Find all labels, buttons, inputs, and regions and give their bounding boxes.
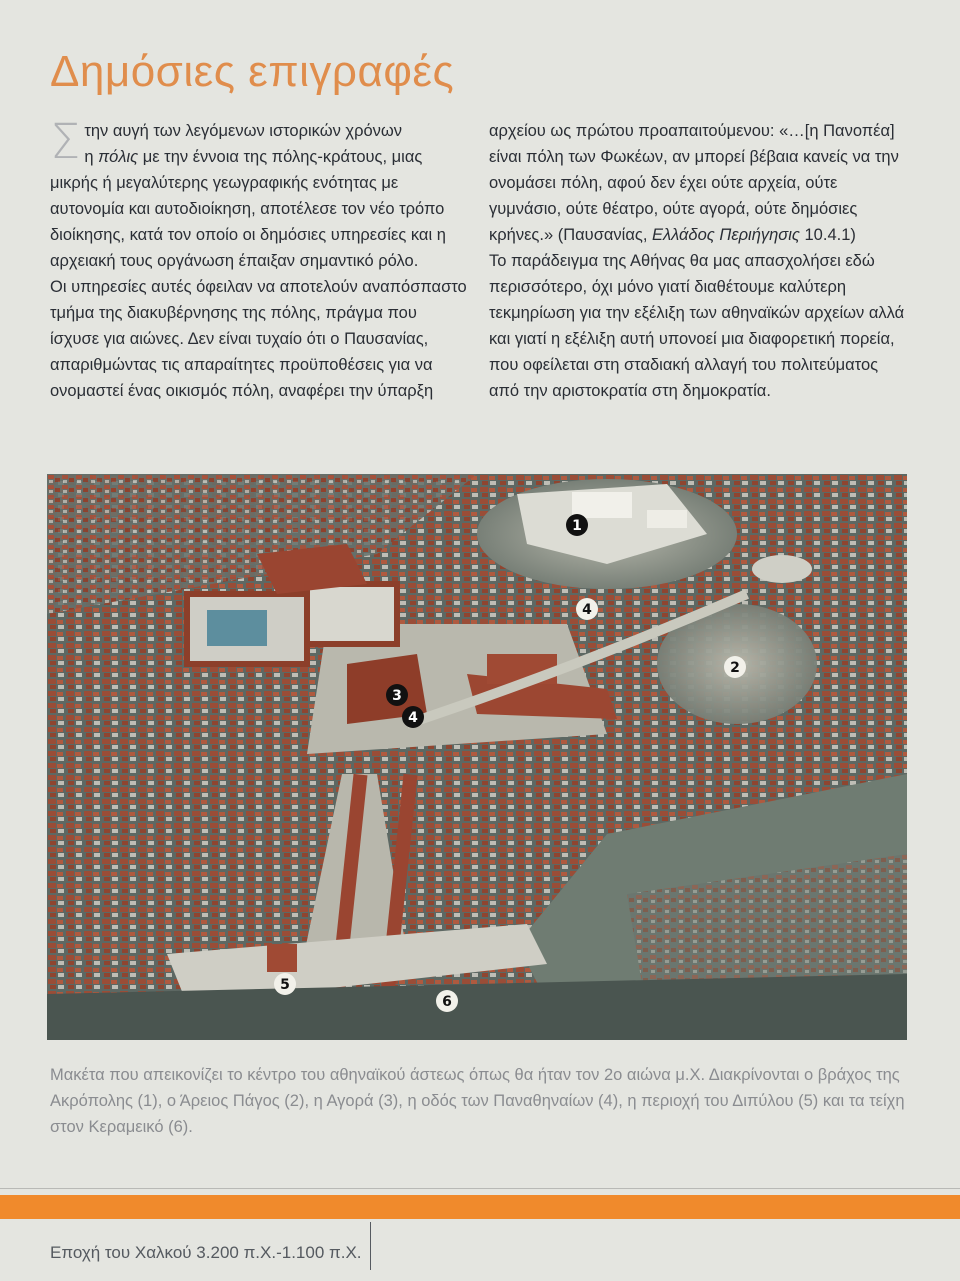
era-label: Εποχή του Χαλκού 3.200 π.Χ.-1.100 π.Χ. <box>50 1243 362 1262</box>
marker-kerameikos-walls <box>436 990 458 1012</box>
svg-text:3: 3 <box>392 688 402 704</box>
intro-term: πόλις <box>98 148 139 166</box>
odeon <box>752 555 812 583</box>
right-text-column <box>489 118 909 404</box>
svg-text:4: 4 <box>582 602 592 618</box>
footer-accent-bar <box>0 1195 960 1219</box>
marker-areopagus <box>724 656 746 678</box>
footer-rule <box>0 1188 960 1189</box>
marker-panathenaic-way <box>402 706 424 728</box>
marker-dipylon <box>274 973 296 995</box>
svg-text:1: 1 <box>572 518 582 534</box>
svg-text:5: 5 <box>280 977 290 993</box>
svg-text:4: 4 <box>408 710 418 726</box>
marker-panathenaic-way-upper <box>576 598 598 620</box>
model-illustration <box>47 474 907 1040</box>
intro-paragraph <box>50 114 470 274</box>
left-text-column <box>50 114 470 404</box>
figure-caption: Μακέτα που απεικονίζει το κέντρο του αθηναϊκού άστεως όπως θα ήταν τον 2ο αιώνα μ.Χ. Διακρίνονται ο βράχος της Ακρόπολης (1), ο Άρειος Πάγος (2), η Αγορά (3), η οδός των Παναθηναίων (4), η περιοχή του Διπύλου (5) και τα τείχη στον Κεραμεικό (6). <box>50 1066 905 1136</box>
athens-model-photo <box>47 474 907 1040</box>
quote-reference: 10.4.1) <box>799 226 856 244</box>
intro-rest: με την έννοια της πόλης-κράτους, μιας μικρής ή μεγαλύτερης γεωγραφικής ενότητας με αυτονομία και αυτοδιοίκηση, αποτέλεσε τον νέο τρόπο διοίκησης, κατά τον οποίο οι δημόσιες υπηρεσίες και η αρχειακή τους οργάνωση έπαιξαν σημαντικό ρόλο. <box>50 148 446 270</box>
dipylon-gate <box>267 944 297 972</box>
intro-first-line: την αυγή των λεγόμενων ιστορικών χρόνων <box>84 122 403 140</box>
intro-article: η <box>84 148 99 166</box>
quote-source: Ελλάδος Περιήγησις <box>652 226 800 244</box>
left-paragraph-2: Οι υπηρεσίες αυτές όφειλαν να αποτελούν αναπόσπαστο τμήμα της διακυβέρνησης της πόλης, πράγμα που ίσχυσε για αιώνες. Δεν είναι τυχαίο ότι ο Παυσανίας, απαριθμώντας τις απαραίτητες προϋποθέσεις για να ονομαστεί ένας οικισμός πόλη, αναφέρει την ύπαρξη <box>50 278 467 400</box>
marker-agora <box>386 684 408 706</box>
marker-acropolis <box>566 514 588 536</box>
svg-text:2: 2 <box>730 660 740 676</box>
right-paragraph-1 <box>489 118 909 248</box>
right-paragraph-2: Το παράδειγμα της Αθήνας θα μας απασχολήσει εδώ περισσότερο, όχι μόνο γιατί διαθέτουμε καλύτερη τεκμηρίωση για την εξέλιξη των αθηναϊκών αρχείων αλλά και γιατί η εξέλιξη αυτή υπονοεί μια διαφορετική πορεία, που οφείλεται στη σταδιακή αλλαγή του πολιτεύματος από την αριστοκρατία στη δημοκρατία. <box>489 252 905 400</box>
page-title: Δημόσιες επιγραφές <box>50 47 455 96</box>
quote-text: αρχείου ως πρώτου προαπαιτούμενου: «…[η Πανοπέα] είναι πόλη των Φωκέων, αν μπορεί βέβαια κανείς να την ονομάσει πόλη, αφού δεν έχει ούτε αρχεία, ούτε γυμνάσιο, ούτε θέατρο, ούτε αγορά, ούτε δημόσιες κρήνες.» (Παυσανίας, <box>489 122 899 244</box>
svg-text:6: 6 <box>442 994 452 1010</box>
drop-cap: Σ <box>50 114 81 170</box>
footer-divider <box>370 1222 371 1270</box>
